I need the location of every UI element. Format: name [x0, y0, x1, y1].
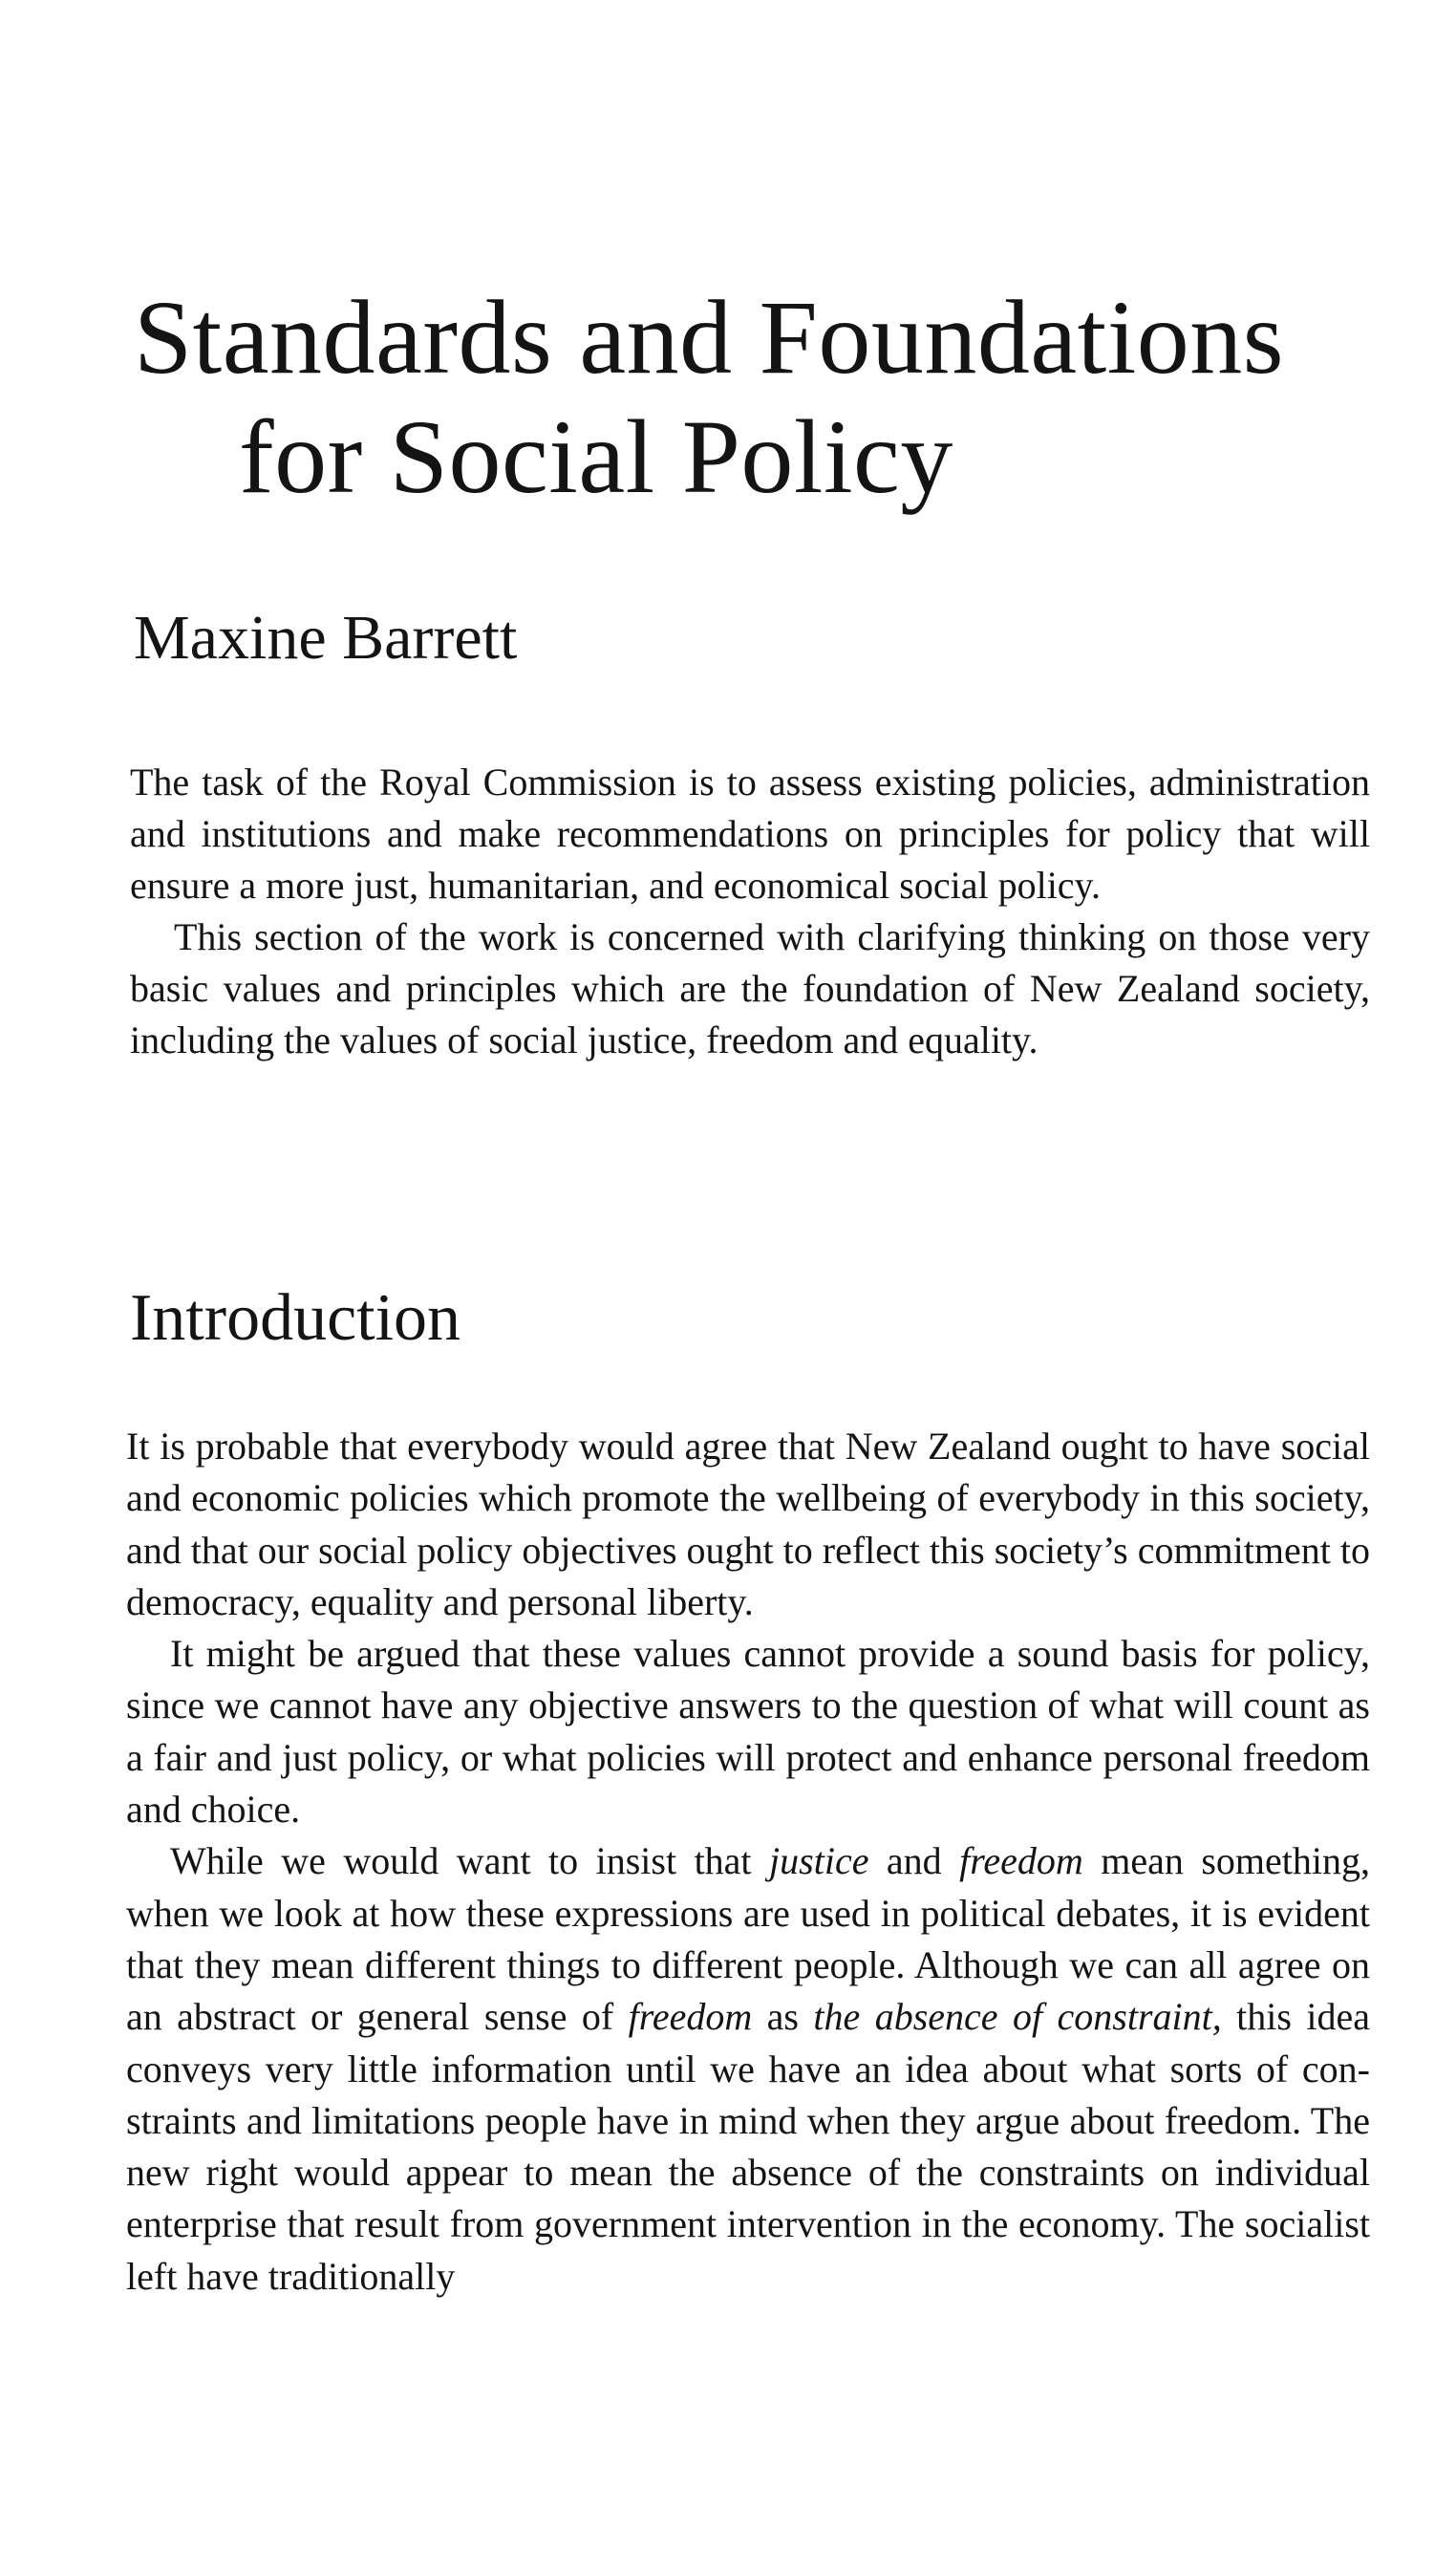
section-heading-introduction: Introduction	[130, 1281, 461, 1355]
title-line-1: Standards and Foundations	[134, 279, 1285, 397]
body-paragraph-3-text-d: as	[752, 1995, 814, 2039]
body-paragraph-3-text-a: While we would want to insist that	[170, 1839, 770, 1883]
abstract-paragraph-1: The task of the Royal Commission is to assess existing policies, administration and institutions and make recommendations on principles for policy that will ensure a more just, humanitarian, and economical social policy.	[130, 761, 1370, 907]
body-text	[126, 1421, 1370, 2303]
body-paragraph-3-text-c: mean something, when we look at how these expressions are used in political debates, it is evident that they mean different things to different people. Although we can all agree on an abstract or general sense of	[126, 1839, 1370, 2039]
abstract	[130, 757, 1370, 1066]
emphasis-justice: justice	[769, 1839, 869, 1883]
title-line-2: for Social Policy	[239, 398, 953, 516]
body-paragraph-1: It is probable that everybody would agree that New Zealand ought to have social and economic policies which promote the wellbeing of everybody in this society, and that our social policy objectives ought to reflect this society’s commitment to democracy, equality and personal liberty.	[126, 1425, 1370, 1623]
body-paragraph-2: It might be argued that these values cannot provide a sound basis for policy, since we cannot have any objective answers to the question of what will count as a fair and just policy, or what policies will protect and enhance personal freedom and choice.	[126, 1632, 1370, 1832]
emphasis-absence-of-constraint: the absence of constraint,	[813, 1995, 1222, 2039]
article-title	[134, 278, 1376, 517]
body-paragraph-3-text-e: this idea conveys very little information until we have an idea about what sorts of constraints and limitations people have in mind when they argue about freedom. The new right would appear to mean the absence of the constraints on individual enterprise that result from government intervention in the economy. The socialist left have traditionally	[126, 1995, 1370, 2298]
body-paragraph-3-text-b: and	[868, 1839, 960, 1883]
author-name: Maxine Barrett	[134, 603, 518, 673]
abstract-paragraph-2: This section of the work is concerned with clarifying thinking on those very basic values and principles which are the foundation of New Zealand society, including the values of social justice, freedom and equality.	[130, 915, 1370, 1061]
emphasis-freedom: freedom	[959, 1839, 1083, 1883]
emphasis-freedom-2: freedom	[628, 1995, 753, 2039]
body-paragraph-3	[126, 1835, 1370, 2303]
